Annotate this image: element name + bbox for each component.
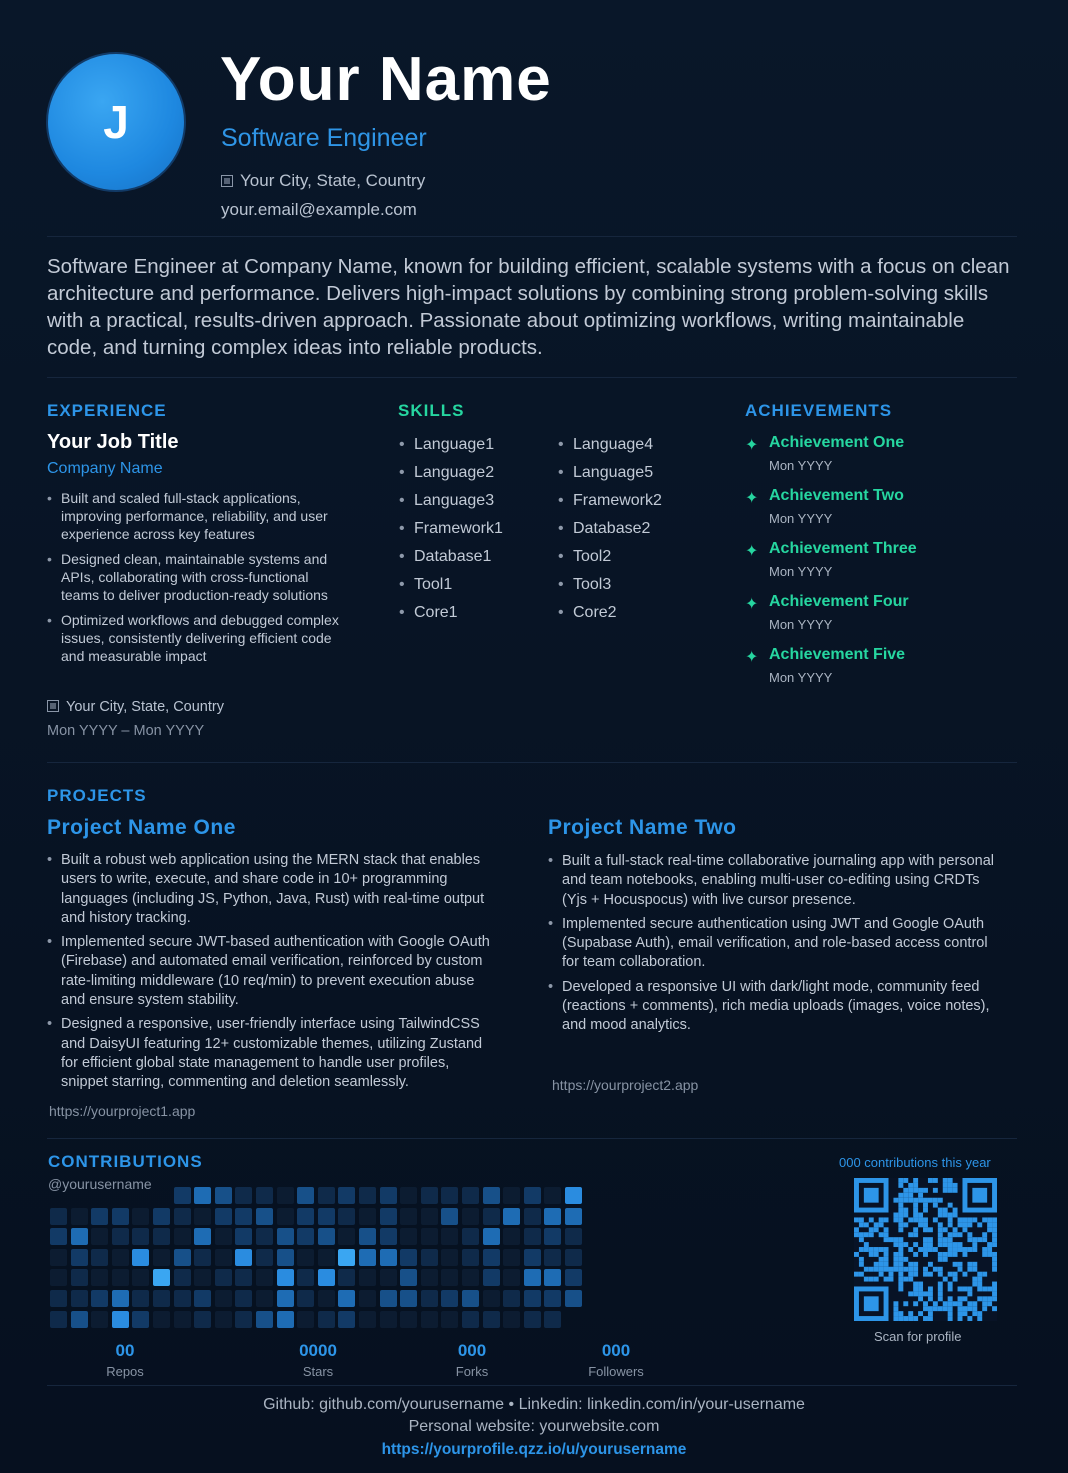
stat-label: Repos: [106, 1364, 144, 1379]
contribution-cell: [483, 1228, 500, 1245]
contribution-cell: [256, 1290, 273, 1307]
qr-caption: Scan for profile: [874, 1329, 962, 1344]
summary-text: Software Engineer at Company Name, known for building efficient, scalable systems with a focus on clean architecture and performance. Delivers high-impact solutions by combining strong problem-solving skills with a practical, results-driven approach. Passionate about optimizing workflows, writing maintainable code, and turning complex ideas into reliable products.: [47, 255, 1010, 359]
skills-column-2: [558, 436, 662, 632]
contribution-cell: [71, 1290, 88, 1307]
contribution-cell: [421, 1249, 438, 1266]
contribution-cell: [380, 1208, 397, 1225]
project-bullets: [47, 851, 497, 1098]
contribution-cell: [112, 1249, 129, 1266]
contribution-cell: [544, 1290, 561, 1307]
project-bullet: • Built a full-stack real-time collaborative journaling app with personal and team notebooks, enabling multi-user co-editing using CRDTs (Yjs + Hocuspocus) with live cursor presence.: [548, 852, 998, 910]
stat-value: 0000: [299, 1341, 337, 1360]
contribution-cell: [503, 1290, 520, 1307]
contribution-cell: [380, 1311, 397, 1328]
contribution-cell: [256, 1311, 273, 1328]
contribution-cell: [338, 1208, 355, 1225]
contribution-cell: [338, 1311, 355, 1328]
contribution-cell: [297, 1249, 314, 1266]
contribution-cell: [277, 1187, 294, 1204]
contribution-cell: [132, 1290, 149, 1307]
location-icon: [47, 700, 59, 712]
project-bullet: • Implemented secure JWT-based authentication with Google OAuth (Firebase) and automated email verification, reinforced by custom rate-limiting middleware (10 req/min) to prevent execution abuse and ensure system stability.: [47, 933, 497, 1010]
achievement-date: Mon YYYY: [769, 564, 833, 579]
person-role: Software Engineer: [221, 124, 427, 152]
company-name: Company Name: [47, 460, 163, 477]
contribution-cell: [50, 1311, 67, 1328]
sparkle-icon: ✦: [745, 543, 759, 560]
contribution-cell: [318, 1269, 335, 1286]
contribution-cell: [544, 1311, 561, 1328]
divider: [47, 377, 1017, 378]
achievement-date: Mon YYYY: [769, 617, 833, 632]
achievement-item: [745, 487, 1025, 540]
contribution-cell: [194, 1228, 211, 1245]
contribution-cell: [277, 1311, 294, 1328]
achievements-heading: ACHIEVEMENTS: [745, 401, 893, 420]
github-handle: @yourusername: [48, 1176, 152, 1192]
contribution-cell: [544, 1249, 561, 1266]
contribution-cell: [235, 1311, 252, 1328]
achievement-name: Achievement Two: [769, 487, 904, 504]
contributions-heading: CONTRIBUTIONS: [48, 1152, 203, 1171]
contribution-cell: [462, 1269, 479, 1286]
contribution-cell: [174, 1249, 191, 1266]
contribution-cell: [483, 1249, 500, 1266]
contribution-cell: [132, 1269, 149, 1286]
achievement-item: [745, 593, 1025, 646]
contribution-cell: [235, 1290, 252, 1307]
contribution-cell: [565, 1290, 582, 1307]
contribution-cell: [215, 1269, 232, 1286]
contribution-cell: [235, 1269, 252, 1286]
contribution-cell: [503, 1249, 520, 1266]
contribution-cell: [297, 1269, 314, 1286]
contribution-cell: [524, 1228, 541, 1245]
contribution-cell: [174, 1208, 191, 1225]
contribution-cell: [421, 1311, 438, 1328]
contribution-cell: [380, 1228, 397, 1245]
sparkle-icon: ✦: [745, 596, 759, 613]
contribution-cell: [215, 1228, 232, 1245]
contribution-cell: [297, 1290, 314, 1307]
contribution-cell: [215, 1187, 232, 1204]
experience-bullet: • Designed clean, maintainable systems and APIs, collaborating with cross-functional teams to deliver production-ready solutions: [47, 550, 347, 604]
contribution-cell: [297, 1228, 314, 1245]
contribution-cell: [112, 1269, 129, 1286]
contribution-cell: [112, 1208, 129, 1225]
contribution-cell: [359, 1290, 376, 1307]
contribution-cell: [277, 1249, 294, 1266]
contribution-cell: [71, 1208, 88, 1225]
contribution-cell: [215, 1311, 232, 1328]
contribution-cell: [544, 1269, 561, 1286]
contribution-cell: [112, 1311, 129, 1328]
contribution-cell: [380, 1249, 397, 1266]
achievement-item: [745, 434, 1025, 487]
contribution-cell: [441, 1269, 458, 1286]
contribution-cell: [400, 1290, 417, 1307]
contribution-cell: [50, 1290, 67, 1307]
contribution-cell: [277, 1269, 294, 1286]
experience-dates: Mon YYYY – Mon YYYY: [47, 723, 205, 739]
contribution-cell: [380, 1269, 397, 1286]
contribution-cell: [318, 1249, 335, 1266]
skill-item: • Tool2: [558, 548, 662, 576]
skill-item: • Database2: [558, 520, 662, 548]
divider: [47, 1138, 1017, 1139]
contribution-cell: [441, 1208, 458, 1225]
contribution-cell: [91, 1311, 108, 1328]
skill-item: • Tool1: [399, 576, 503, 604]
contribution-cell: [318, 1311, 335, 1328]
contribution-cell: [400, 1311, 417, 1328]
contribution-cell: [194, 1269, 211, 1286]
project-link[interactable]: https://yourproject1.app: [49, 1103, 196, 1119]
stat-label: Stars: [302, 1364, 334, 1379]
contribution-cell: [565, 1228, 582, 1245]
achievement-item: [745, 540, 1025, 593]
contribution-cell: [483, 1290, 500, 1307]
contribution-cell: [91, 1249, 108, 1266]
skill-item: • Language5: [558, 464, 662, 492]
contribution-cell: [503, 1187, 520, 1204]
contribution-cell: [235, 1228, 252, 1245]
contribution-cell: [524, 1290, 541, 1307]
achievement-name: Achievement Three: [769, 540, 917, 557]
contribution-cell: [544, 1208, 561, 1225]
contribution-cell: [50, 1228, 67, 1245]
contribution-cell: [380, 1290, 397, 1307]
contribution-cell: [400, 1228, 417, 1245]
skill-item: • Tool3: [558, 576, 662, 604]
achievement-date: Mon YYYY: [769, 458, 833, 473]
contribution-cell: [153, 1290, 170, 1307]
contribution-cell: [71, 1249, 88, 1266]
person-name: Your Name: [220, 45, 552, 114]
contribution-cell: [153, 1269, 170, 1286]
contribution-cell: [91, 1269, 108, 1286]
contribution-cell: [565, 1208, 582, 1225]
contribution-cell: [215, 1249, 232, 1266]
experience-bullets: [47, 489, 347, 672]
footer-profile-url[interactable]: https://yourprofile.qzz.io/u/yourusername: [381, 1441, 687, 1458]
stat-stars: [258, 1341, 378, 1379]
contribution-cell: [359, 1208, 376, 1225]
skill-item: • Language4: [558, 436, 662, 464]
sparkle-icon: ✦: [745, 490, 759, 507]
projects-heading: PROJECTS: [47, 786, 147, 805]
contribution-cell: [400, 1187, 417, 1204]
contribution-cell: [400, 1269, 417, 1286]
project-link[interactable]: https://yourproject2.app: [552, 1077, 699, 1093]
stat-repos: [65, 1341, 185, 1379]
contribution-cell: [215, 1290, 232, 1307]
contribution-cell: [524, 1249, 541, 1266]
contribution-cell: [441, 1290, 458, 1307]
contribution-cell: [256, 1228, 273, 1245]
contribution-cell: [565, 1269, 582, 1286]
contribution-cell: [338, 1290, 355, 1307]
contribution-cell: [132, 1228, 149, 1245]
qr-code-icon[interactable]: [854, 1178, 997, 1321]
skill-item: • Language2: [399, 464, 503, 492]
project-name: Project Name Two: [548, 816, 737, 839]
stat-value: 000: [457, 1341, 487, 1360]
contribution-cell: [297, 1208, 314, 1225]
avatar-initial: J: [103, 96, 129, 148]
contribution-cell: [91, 1228, 108, 1245]
contribution-cell: [421, 1208, 438, 1225]
contribution-cell: [50, 1269, 67, 1286]
contribution-cell: [215, 1208, 232, 1225]
contribution-cell: [421, 1187, 438, 1204]
achievement-name: Achievement Five: [769, 646, 906, 663]
contribution-cell: [462, 1228, 479, 1245]
contribution-cell: [297, 1311, 314, 1328]
contribution-cell: [194, 1208, 211, 1225]
contribution-cell: [462, 1208, 479, 1225]
contribution-cell: [380, 1187, 397, 1204]
contribution-cell: [132, 1311, 149, 1328]
contribution-cell: [359, 1187, 376, 1204]
contribution-cell: [277, 1208, 294, 1225]
contribution-cell: [503, 1269, 520, 1286]
contribution-cell: [483, 1311, 500, 1328]
contribution-cell: [338, 1187, 355, 1204]
contribution-cell: [524, 1311, 541, 1328]
contribution-cell: [153, 1228, 170, 1245]
contribution-cell: [359, 1311, 376, 1328]
contribution-cell: [194, 1249, 211, 1266]
contribution-cell: [503, 1208, 520, 1225]
contribution-cell: [544, 1228, 561, 1245]
contribution-cell: [503, 1311, 520, 1328]
achievements-list: [745, 434, 1025, 699]
stat-label: Forks: [455, 1364, 489, 1379]
contribution-cell: [483, 1208, 500, 1225]
avatar: [46, 52, 186, 192]
contribution-cell: [235, 1187, 252, 1204]
contribution-cell: [359, 1249, 376, 1266]
contribution-cell: [132, 1208, 149, 1225]
achievement-item: [745, 646, 1025, 699]
skill-item: • Language3: [399, 492, 503, 520]
skill-item: • Framework2: [558, 492, 662, 520]
contribution-cell: [71, 1311, 88, 1328]
skill-item: • Framework1: [399, 520, 503, 548]
contribution-cell: [400, 1249, 417, 1266]
contribution-cell: [421, 1290, 438, 1307]
contribution-cell: [462, 1249, 479, 1266]
stat-followers: [556, 1341, 676, 1379]
divider: [47, 762, 1017, 763]
header-email[interactable]: your.email@example.com: [221, 200, 417, 219]
contribution-cell: [71, 1228, 88, 1245]
stat-label: Followers: [588, 1364, 644, 1379]
contribution-cell: [441, 1228, 458, 1245]
footer-website[interactable]: Personal website: yourwebsite.com: [408, 1418, 660, 1435]
contribution-cell: [174, 1228, 191, 1245]
header-location-text: Your City, State, Country: [240, 171, 426, 190]
contribution-cell: [359, 1269, 376, 1286]
contribution-cell: [421, 1269, 438, 1286]
experience-location-text: Your City, State, Country: [66, 699, 224, 715]
sparkle-icon: ✦: [745, 437, 759, 454]
project-bullets: [548, 852, 998, 1041]
contribution-cell: [524, 1187, 541, 1204]
contribution-cell: [153, 1249, 170, 1266]
project-bullet: • Implemented secure authentication using JWT and Google OAuth (Supabase Auth), email verification, and role-based access control for team collaboration.: [548, 915, 998, 973]
contribution-cell: [441, 1187, 458, 1204]
contribution-cell: [524, 1269, 541, 1286]
contribution-cell: [338, 1269, 355, 1286]
job-title: Your Job Title: [47, 431, 179, 453]
contribution-cell: [359, 1228, 376, 1245]
achievement-date: Mon YYYY: [769, 670, 833, 685]
contribution-cell: [91, 1290, 108, 1307]
contribution-cell: [441, 1311, 458, 1328]
divider: [47, 236, 1017, 237]
contribution-cell: [462, 1290, 479, 1307]
contribution-cell: [565, 1187, 582, 1204]
contribution-cell: [544, 1187, 561, 1204]
contribution-cell: [174, 1269, 191, 1286]
contribution-cell: [235, 1249, 252, 1266]
contribution-cell: [194, 1311, 211, 1328]
contribution-cell: [71, 1269, 88, 1286]
sparkle-icon: ✦: [745, 649, 759, 666]
contribution-cell: [318, 1187, 335, 1204]
skills-column-1: [399, 436, 503, 632]
experience-location: [47, 699, 224, 715]
contribution-cell: [441, 1249, 458, 1266]
project-bullet: • Built a robust web application using the MERN stack that enables users to write, execute, and share code in 10+ programming languages (including JS, Python, Java, Rust) with real-time output and history tracking.: [47, 851, 497, 928]
stat-value: 00: [115, 1341, 135, 1360]
footer-social-links[interactable]: Github: github.com/yourusername • Linkedin: linkedin.com/in/your-username: [263, 1396, 805, 1413]
contribution-cell: [194, 1290, 211, 1307]
contribution-cell: [174, 1290, 191, 1307]
experience-bullet: • Built and scaled full-stack applications, improving performance, reliability, and user experience across key features: [47, 489, 347, 543]
contribution-cell: [174, 1311, 191, 1328]
contribution-cell: [462, 1187, 479, 1204]
contribution-cell: [50, 1249, 67, 1266]
contribution-cell: [112, 1290, 129, 1307]
experience-heading: EXPERIENCE: [47, 401, 167, 420]
contribution-cell: [153, 1208, 170, 1225]
project-bullet: • Designed a responsive, user-friendly interface using TailwindCSS and DaisyUI featuring 12+ customizable themes, utilizing Zustand for efficient global state management to handle user profiles, snippet starring, commenting and deletion seamlessly.: [47, 1015, 497, 1092]
contribution-cell: [318, 1290, 335, 1307]
achievement-date: Mon YYYY: [769, 511, 833, 526]
achievement-name: Achievement Four: [769, 593, 909, 610]
contribution-cell: [483, 1187, 500, 1204]
stat-value: 000: [601, 1341, 631, 1360]
contribution-cell: [421, 1228, 438, 1245]
contribution-cell: [174, 1187, 191, 1204]
skill-item: • Core2: [558, 604, 662, 632]
contribution-cell: [524, 1208, 541, 1225]
contribution-cell: [483, 1269, 500, 1286]
contribution-cell: [503, 1228, 520, 1245]
contribution-cell: [112, 1228, 129, 1245]
contribution-cell: [565, 1249, 582, 1266]
skills-heading: SKILLS: [398, 401, 465, 420]
contribution-cell: [153, 1311, 170, 1328]
contribution-cell: [318, 1208, 335, 1225]
contribution-cell: [194, 1187, 211, 1204]
contribution-cell: [338, 1249, 355, 1266]
contribution-cell: [297, 1187, 314, 1204]
contribution-cell: [400, 1208, 417, 1225]
experience-bullet: • Optimized workflows and debugged complex issues, consistently delivering efficient code and measurable impact: [47, 611, 347, 665]
contribution-cell: [462, 1311, 479, 1328]
stat-forks: [412, 1341, 532, 1379]
contribution-count: 000 contributions this year: [839, 1155, 991, 1170]
header-location: [221, 171, 425, 191]
contribution-cell: [277, 1290, 294, 1307]
contribution-cell: [132, 1249, 149, 1266]
contribution-cell: [338, 1228, 355, 1245]
skill-item: • Database1: [399, 548, 503, 576]
skill-item: • Language1: [399, 436, 503, 464]
contribution-cell: [256, 1269, 273, 1286]
contribution-heatmap: [50, 1187, 590, 1329]
achievement-name: Achievement One: [769, 434, 905, 451]
contribution-cell: [235, 1208, 252, 1225]
contribution-cell: [277, 1228, 294, 1245]
project-bullet: • Developed a responsive UI with dark/light mode, community feed (reactions + comments), rich media uploads (images, voice notes), and mood analytics.: [548, 978, 998, 1036]
project-name: Project Name One: [47, 816, 236, 839]
contribution-cell: [318, 1228, 335, 1245]
contribution-cell: [91, 1208, 108, 1225]
contribution-cell: [50, 1208, 67, 1225]
skill-item: • Core1: [399, 604, 503, 632]
contribution-cell: [256, 1208, 273, 1225]
contribution-cell: [256, 1249, 273, 1266]
contribution-cell: [256, 1187, 273, 1204]
divider: [47, 1385, 1017, 1386]
location-icon: [221, 175, 233, 187]
